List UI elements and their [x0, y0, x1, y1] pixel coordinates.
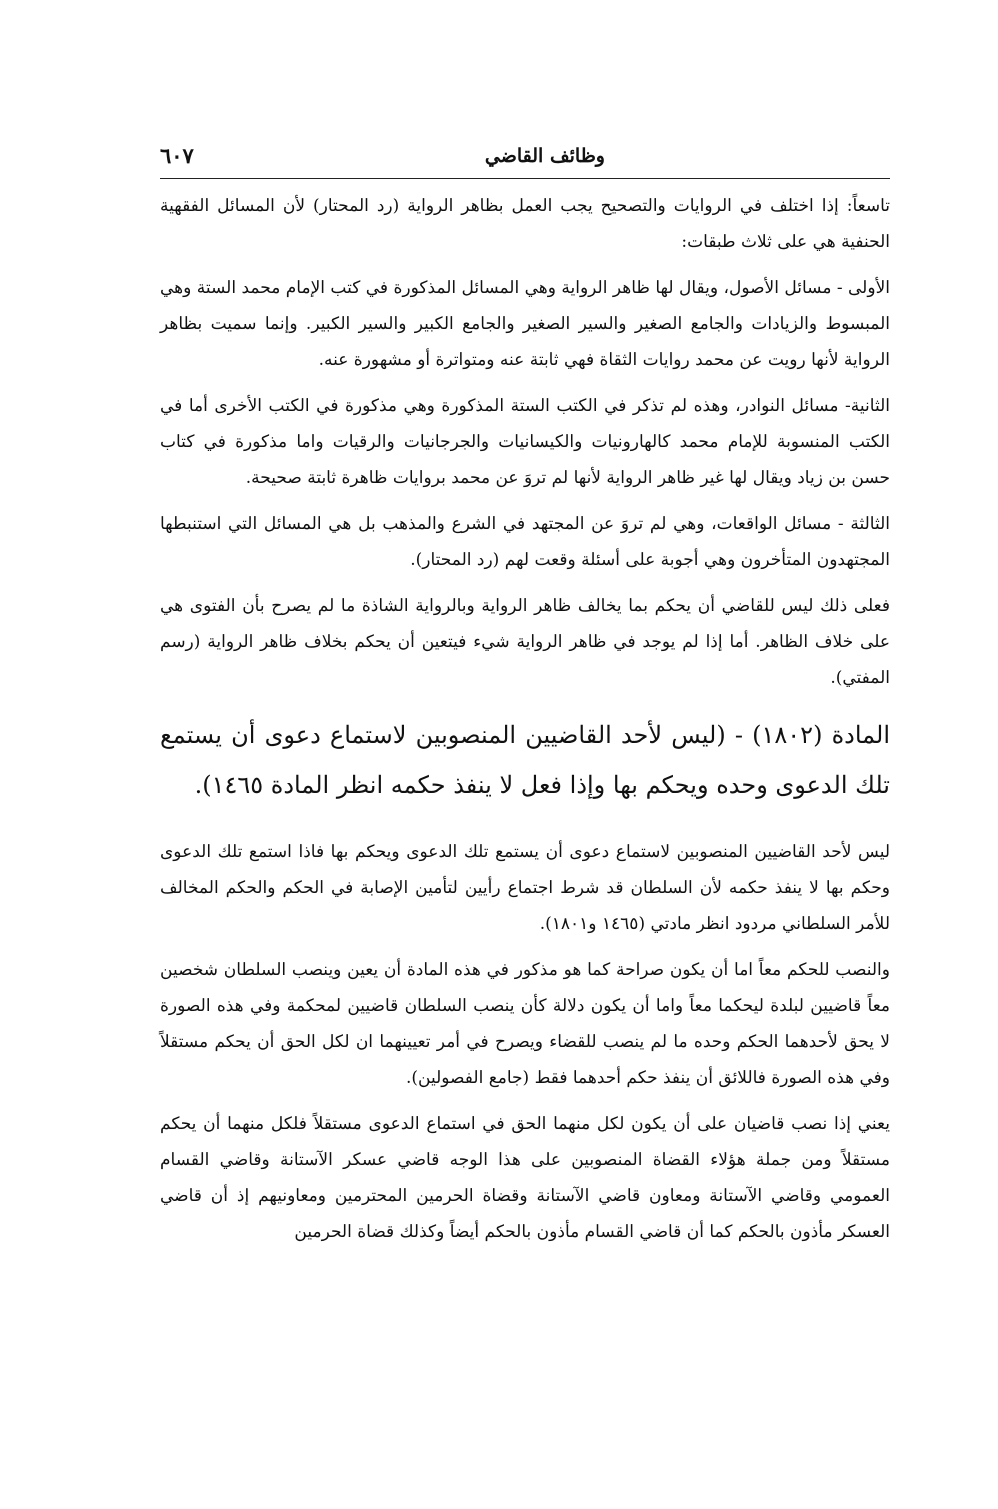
- commentary-paragraph: ليس لأحد القاضيين المنصوبين لاستماع دعوى أن يستمع تلك الدعوى ويحكم بها فاذا استمع تلك الدعوى وحكم بها لا ينفذ حكمه لأن السلطان قد شرط اجتماع رأيين لتأمين الإصابة في الحكم والحكم المخالف للأمر السلطاني مردود انظر مادتي (١٤٦٥ و١٨٠١).: [160, 842, 890, 934]
- paragraph-second-class: الثانية- مسائل النوادر، وهذه لم تذكر في الكتب الستة المذكورة وهي مذكورة في الكتب الأخرى أما في الكتب المنسوبة للإمام محمد كالهارونيات والكيسانيات والجرجانيات والرقيات واما مذكورة في كتاب حسن بن زياد ويقال لها غير ظاهر الرواية لأنها لم تروَ عن محمد بروايات ظاهرة ثابتة صحيحة.: [160, 396, 890, 488]
- page-number: ٦٠٧: [160, 143, 194, 168]
- header-rule: [160, 178, 890, 179]
- commentary-paragraph: والنصب للحكم معاً اما أن يكون صراحة كما هو مذكور في هذه المادة أن يعين وينصب السلطان شخصين معاً قاضيين لبلدة ليحكما معاً واما أن يكون دلالة كأن ينصب السلطان قاضيين لمحكمة وفي هذه الصورة لا يحق لأحدهما الحكم وحده ما لم ينصب للقضاء ويصرح في أمر تعيينهما ان لكل الحق أن يحكم مستقلاً وفي هذه الصورة فاللائق أن ينفذ حكم أحدهما فقط (جامع الفصولين).: [160, 960, 890, 1088]
- running-title: وظائف القاضي: [484, 145, 605, 167]
- paragraph-ninth-rule: تاسعاً: إذا اختلف في الروايات والتصحيح يجب العمل بظاهر الرواية (رد المحتار) لأن المسائل الفقهية الحنفية هي على ثلاث طبقات:: [160, 196, 890, 252]
- page-body: [160, 188, 890, 1260]
- paragraph-conclusion: فعلى ذلك ليس للقاضي أن يحكم بما يخالف ظاهر الرواية وبالرواية الشاذة ما لم يصرح بأن الفتوى هي على خلاف الظاهر. أما إذا لم يوجد في ظاهر الرواية شيء فيتعين أن يحكم بخلاف ظاهر الرواية (رسم المفتي).: [160, 596, 890, 688]
- paragraph-third-class: الثالثة - مسائل الواقعات، وهي لم تروَ عن المجتهد في الشرع والمذهب بل هي المسائل التي استنبطها المجتهدون المتأخرون وهي أجوبة على أسئلة وقعت لهم (رد المحتار).: [160, 514, 890, 570]
- article-1802: المادة (١٨٠٢) - (ليس لأحد القاضيين المنصوبين لاستماع دعوى أن يستمع تلك الدعوى وحده ويحكم بها وإذا فعل لا ينفذ حكمه انظر المادة ١٤٦٥).: [160, 721, 890, 799]
- paragraph-first-class: الأولى - مسائل الأصول، ويقال لها ظاهر الرواية وهي المسائل المذكورة في كتب الإمام محمد الستة وهي المبسوط والزيادات والجامع الصغير والسير الصغير والجامع الكبير والسير الكبير. وإنما سميت بظاهر الرواية لأنها رويت عن محمد روايات الثقاة فهي ثابتة عنه ومتواترة أو مشهورة عنه.: [160, 278, 890, 370]
- commentary-paragraph: يعني إذا نصب قاضيان على أن يكون لكل منهما الحق في استماع الدعوى مستقلاً فلكل منهما أن يحكم مستقلاً ومن جملة هؤلاء القضاة المنصوبين على هذا الوجه قاضي عسكر الآستانة وقاضي القسام العمومي وقاضي الآستانة ومعاون قاضي الآستانة وقضاة الحرمين المحترمين ومعاونيهم إذ أن قاضي العسكر مأذون بالحكم كما أن قاضي القسام مأذون بالحكم أيضاً وكذلك قضاة الحرمين: [160, 1114, 890, 1242]
- page-header: [160, 140, 890, 172]
